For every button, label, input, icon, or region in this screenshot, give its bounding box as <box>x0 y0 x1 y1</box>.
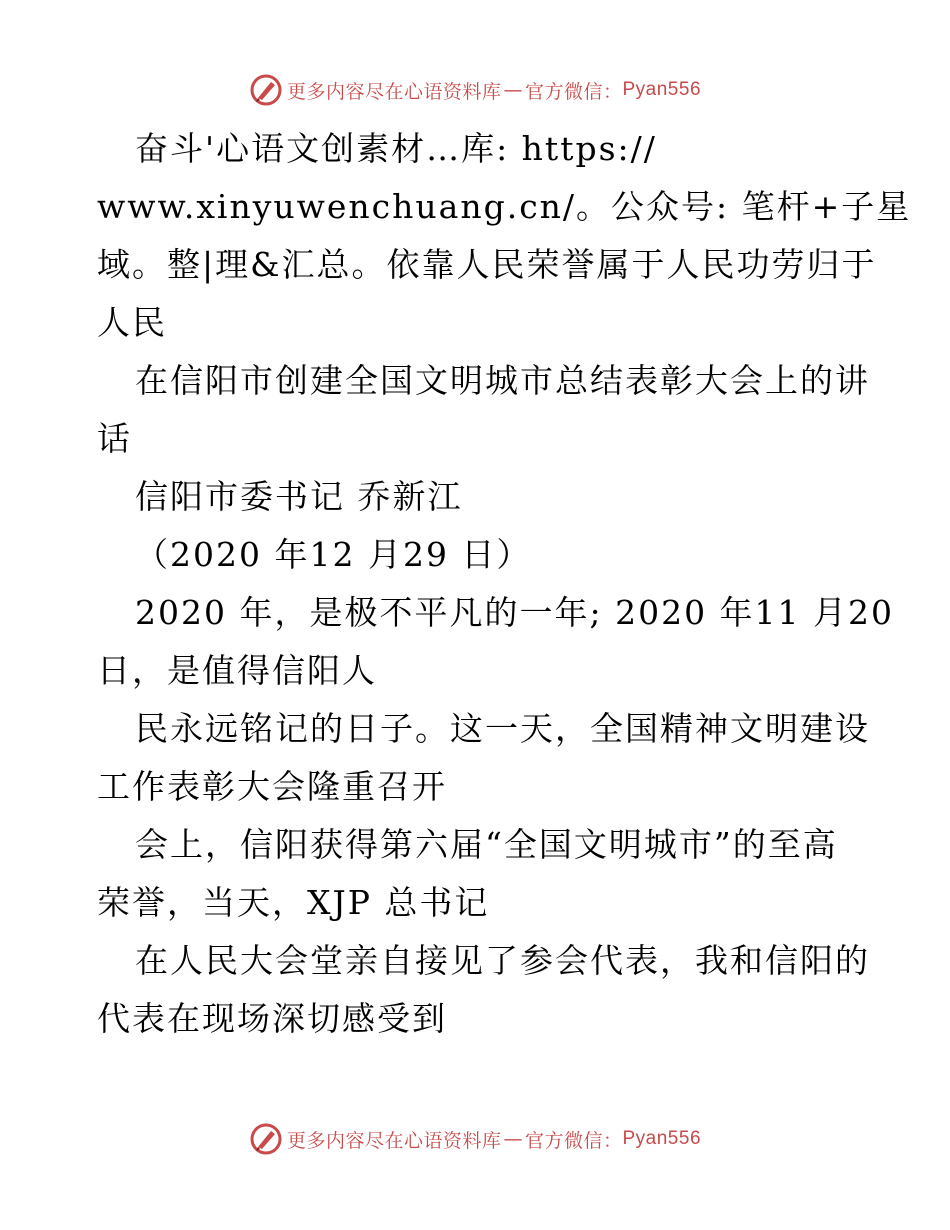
text-line: 在信阳市创建全国文明城市总结表彰大会上的讲 <box>135 361 870 400</box>
footer-watermark <box>0 1117 950 1161</box>
watermark-main: 更多内容尽在心语资料库 <box>286 80 502 103</box>
watermark-wechat-label: 官方微信： <box>524 1129 623 1152</box>
text-line: 民永远铭记的日子。这一天，全国精神文明建设 <box>135 709 870 748</box>
text-line: 奋斗'心语文创素材…库: https:// <box>135 129 657 168</box>
watermark-main: 更多内容尽在心语资料库 <box>286 1129 502 1152</box>
text-line: 信阳市委书记 乔新江 <box>135 477 463 516</box>
text-line: 域。整|理&汇总。依靠人民荣誉属于人民功劳归于 <box>97 245 877 284</box>
pen-logo-icon <box>249 73 283 107</box>
pen-logo-icon <box>249 1122 283 1156</box>
text-line: 在人民大会堂亲自接见了参会代表，我和信阳的 <box>135 941 870 980</box>
text-line: www.xinyuwenchuang.cn/。公众号: 笔杆+子星 <box>97 187 912 226</box>
text-line: 荣誉，当天，XJP 总书记 <box>97 883 490 922</box>
watermark-dash: — <box>503 79 523 101</box>
text-line: 人民 <box>97 303 167 342</box>
text-line: 工作表彰大会隆重召开 <box>97 767 447 806</box>
watermark-wechat-label: 官方微信： <box>524 80 623 103</box>
text-line: 代表在现场深切感受到 <box>97 999 447 1038</box>
text-line: 日，是值得信阳人 <box>97 651 377 690</box>
text-line: 话 <box>97 419 132 458</box>
document-body <box>97 120 912 1048</box>
text-line: 2020 年，是极不平凡的一年; 2020 年11 月20 <box>135 593 895 632</box>
header-watermark <box>0 68 950 112</box>
text-line: 会上，信阳获得第六届“全国文明城市”的至高 <box>135 825 838 864</box>
watermark-wechat-id: Pyan556 <box>622 1128 702 1149</box>
text-line: （2020 年12 月29 日） <box>135 535 532 574</box>
watermark-dash: — <box>503 1128 523 1150</box>
watermark-wechat-id: Pyan556 <box>622 79 702 100</box>
